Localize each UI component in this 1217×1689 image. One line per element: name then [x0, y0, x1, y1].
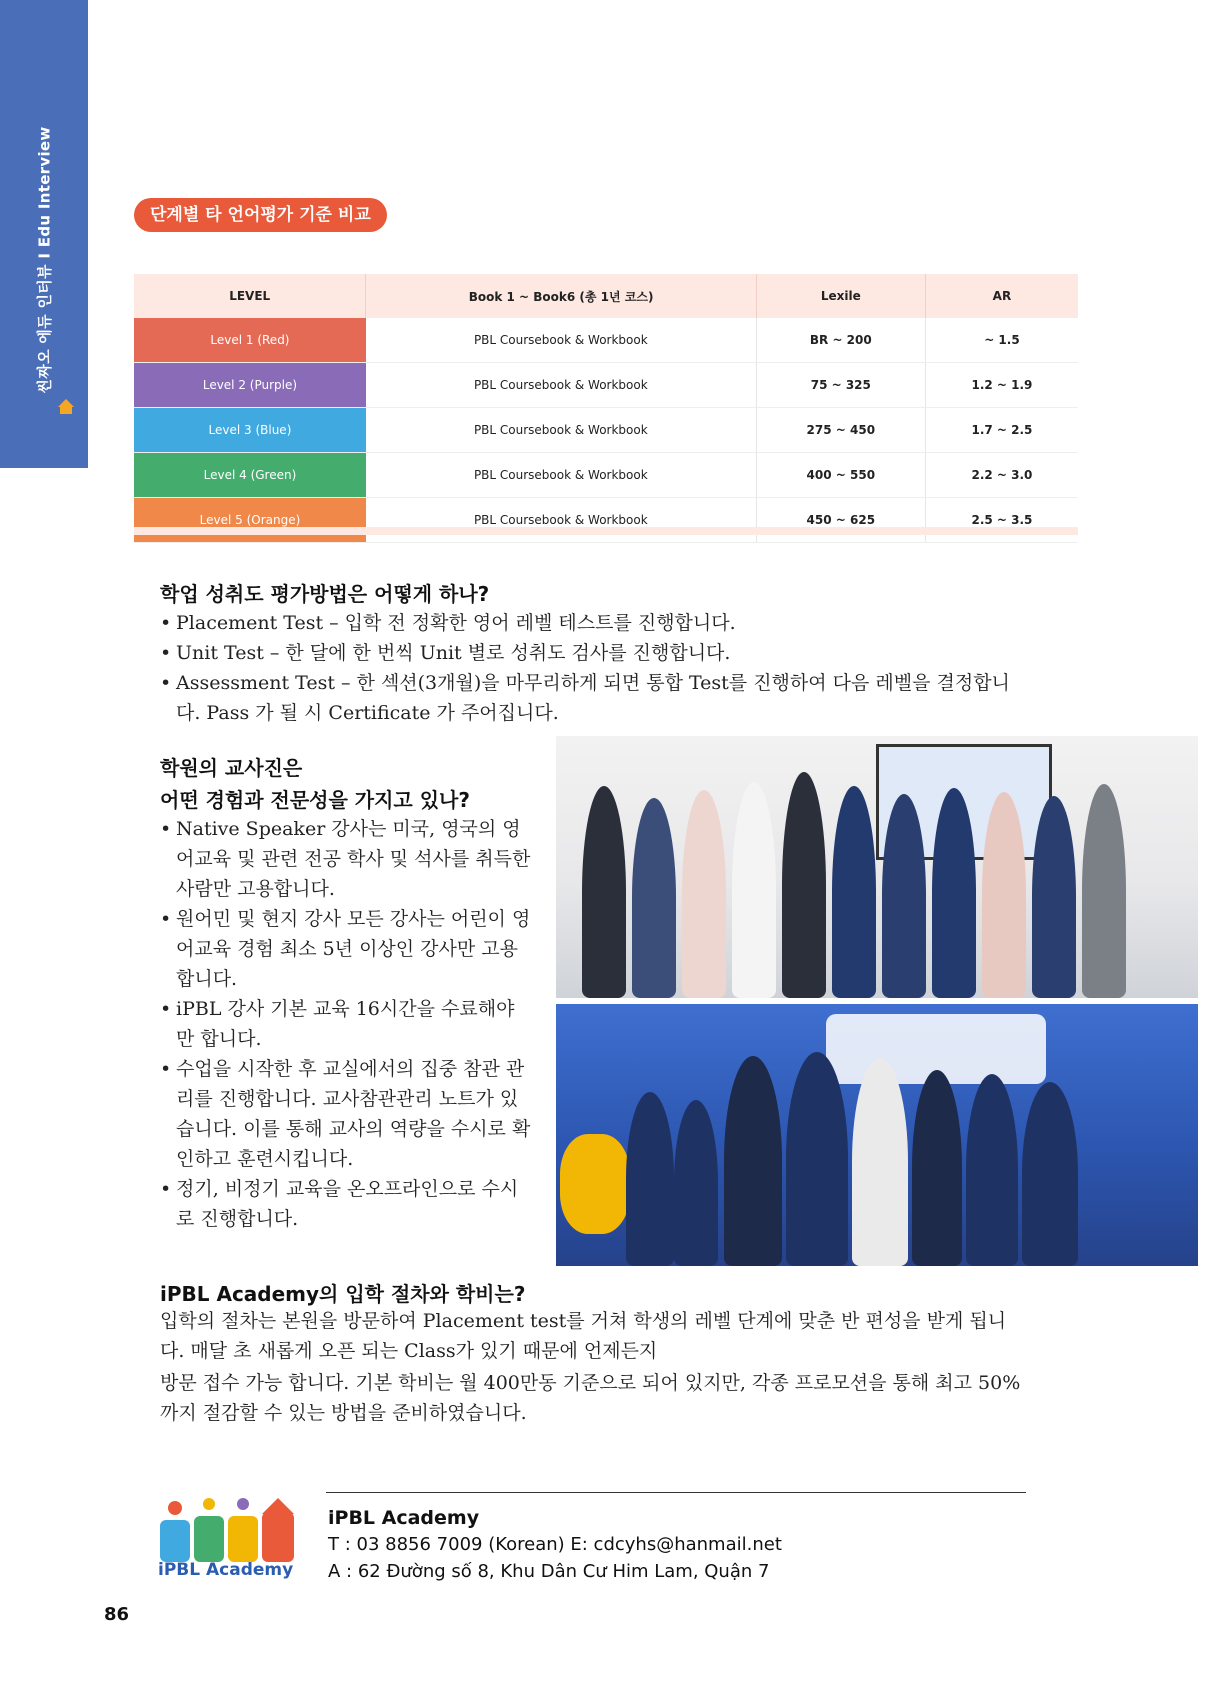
- lexile-cell: BR ~ 200: [756, 318, 925, 363]
- level-cell: Level 5 (Orange): [134, 498, 366, 543]
- table-row: [134, 453, 1078, 498]
- header-book: Book 1 ~ Book6 (총 1년 코스): [366, 274, 756, 318]
- lexile-cell: 75 ~ 325: [756, 363, 925, 408]
- header-ar: AR: [925, 274, 1078, 318]
- ar-cell: ~ 1.5: [925, 318, 1078, 363]
- book-cell: PBL Coursebook & Workbook: [366, 363, 756, 408]
- page-number: 86: [104, 1604, 130, 1625]
- house-icon: [56, 396, 76, 416]
- ar-cell: 2.2 ~ 3.0: [925, 453, 1078, 498]
- q2-title-line1: 학원의 교사진은: [160, 756, 303, 780]
- table-row: [134, 408, 1078, 453]
- footer-rule: [326, 1492, 1026, 1493]
- q3-paragraph-1: 입학의 절차는 본원을 방문하여 Placement test를 거쳐 학생의 레벨 단계에 맞춘 반 편성을 받게 됩니다. 매달 초 새롭게 오픈 되는 Class가 있기 때문에 언제든지: [160, 1310, 1007, 1362]
- footer-name: iPBL Academy: [328, 1507, 480, 1529]
- staff-photo-1: [556, 736, 1198, 998]
- level-cell: Level 4 (Green): [134, 453, 366, 498]
- ar-cell: 1.7 ~ 2.5: [925, 408, 1078, 453]
- list-item: • 정기, 비정기 교육을 온오프라인으로 수시로 진행합니다.: [160, 1174, 532, 1234]
- table-row: [134, 498, 1078, 543]
- header-lexile: Lexile: [756, 274, 925, 318]
- list-item: • Native Speaker 강사는 미국, 영국의 영어교육 및 관련 전공 학사 및 석사를 취득한 사람만 고용합니다.: [160, 814, 532, 904]
- table-row: [134, 318, 1078, 363]
- list-item: • Placement Test – 입학 전 정확한 영어 레벨 테스트를 진행합니다.: [160, 608, 1030, 638]
- logo-text: iPBL Academy: [158, 1560, 294, 1580]
- book-cell: PBL Coursebook & Workbook: [366, 498, 756, 543]
- q2-list: [160, 814, 532, 1234]
- table-row: [134, 363, 1078, 408]
- book-cell: PBL Coursebook & Workbook: [366, 453, 756, 498]
- lexile-cell: 450 ~ 625: [756, 498, 925, 543]
- list-item: • iPBL 강사 기본 교육 16시간을 수료해야만 합니다.: [160, 994, 532, 1054]
- section-pill: 단계별 타 언어평가 기준 비교: [134, 198, 387, 232]
- table-footer-bar: [134, 527, 1078, 535]
- q3-title: iPBL Academy의 입학 절차와 학비는?: [160, 1282, 526, 1306]
- q1-list: [160, 608, 1030, 728]
- side-label: 씬짜오 에듀 인터뷰 I Edu Interview: [35, 126, 54, 394]
- book-cell: PBL Coursebook & Workbook: [366, 318, 756, 363]
- q1-title: 학업 성취도 평가방법은 어떻게 하나?: [160, 582, 490, 606]
- table-header-row: [134, 274, 1078, 318]
- footer-address: A : 62 Đường số 8, Khu Dân Cư Him Lam, Quận 7: [328, 1561, 770, 1582]
- header-level: LEVEL: [134, 274, 366, 318]
- level-cell: Level 2 (Purple): [134, 363, 366, 408]
- q2-title-line2: 어떤 경험과 전문성을 가지고 있나?: [160, 788, 470, 812]
- footer-contact: T : 03 8856 7009 (Korean) E: cdcyhs@hanmail.net: [328, 1534, 782, 1555]
- list-item: • Unit Test – 한 달에 한 번씩 Unit 별로 성취도 검사를 진행합니다.: [160, 638, 1030, 668]
- q3-paragraph-2: 방문 접수 가능 합니다. 기본 학비는 월 400만동 기준으로 되어 있지만, 각종 프로모션을 통해 최고 50%까지 절감할 수 있는 방법을 준비하였습니다.: [160, 1372, 1021, 1424]
- list-item: • 수업을 시작한 후 교실에서의 집중 참관 관리를 진행합니다. 교사참관관리 노트가 있습니다. 이를 통해 교사의 역량을 수시로 확인하고 훈련시킵니다.: [160, 1054, 532, 1174]
- level-comparison-table: [134, 274, 1078, 543]
- level-cell: Level 1 (Red): [134, 318, 366, 363]
- ar-cell: 2.5 ~ 3.5: [925, 498, 1078, 543]
- side-band: [0, 0, 88, 468]
- level-cell: Level 3 (Blue): [134, 408, 366, 453]
- staff-photo-2: [556, 1004, 1198, 1266]
- list-item: • 원어민 및 현지 강사 모든 강사는 어린이 영어교육 경험 최소 5년 이상인 강사만 고용합니다.: [160, 904, 532, 994]
- list-item: • Assessment Test – 한 섹션(3개월)을 마무리하게 되면 통합 Test를 진행하여 다음 레벨을 결정합니다. Pass 가 될 시 Certificate 가 주어집니다.: [160, 668, 1030, 728]
- lexile-cell: 275 ~ 450: [756, 408, 925, 453]
- ar-cell: 1.2 ~ 1.9: [925, 363, 1078, 408]
- book-cell: PBL Coursebook & Workbook: [366, 408, 756, 453]
- lexile-cell: 400 ~ 550: [756, 453, 925, 498]
